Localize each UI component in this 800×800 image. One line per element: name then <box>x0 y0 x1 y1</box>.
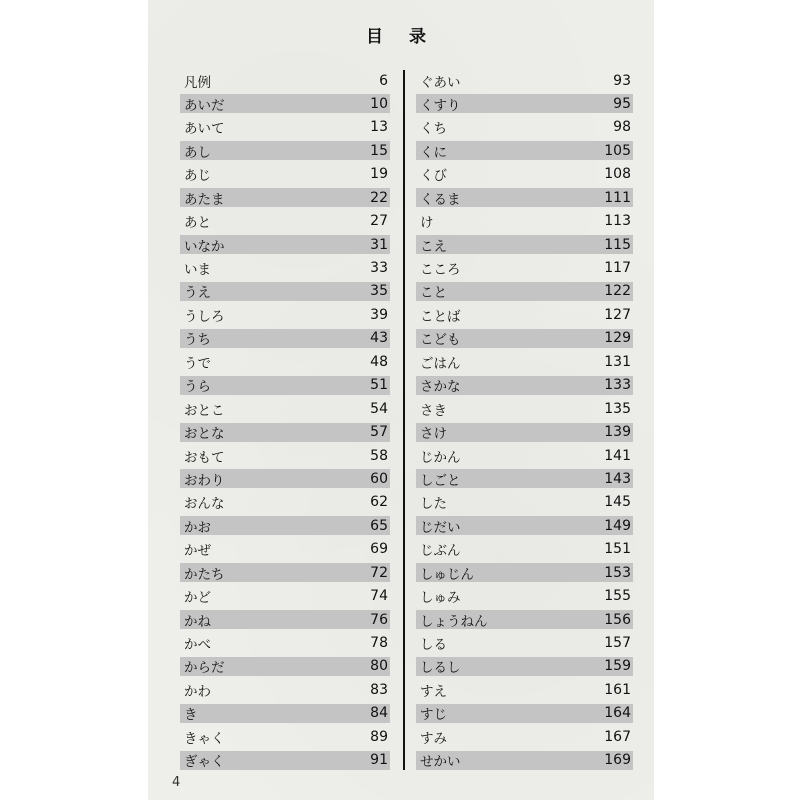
toc-entry-word: おもて <box>184 449 225 466</box>
toc-entry-word: きゃく <box>184 730 225 747</box>
toc-entry-word: すみ <box>420 730 447 747</box>
toc-entry <box>416 540 633 559</box>
toc-entry <box>180 704 390 723</box>
toc-entry-page: 43 <box>370 330 388 347</box>
toc-entry <box>180 610 390 629</box>
toc-entry <box>416 141 633 160</box>
toc-entry-word: こころ <box>420 262 461 278</box>
toc-entry <box>180 282 390 301</box>
toc-entry <box>416 751 633 770</box>
toc-entry-word: おんな <box>184 496 225 513</box>
toc-entry <box>180 563 390 582</box>
toc-entry <box>180 71 390 90</box>
toc-entry-word: こえ <box>420 238 447 255</box>
toc-entry <box>180 469 390 488</box>
toc-entry-word: かお <box>184 519 211 536</box>
toc-entry-page: 129 <box>604 330 631 347</box>
toc-entry-page: 108 <box>604 166 631 183</box>
toc-entry <box>416 376 633 395</box>
toc-entry <box>180 516 390 535</box>
toc-entry-page: 80 <box>370 658 388 675</box>
toc-entry-page: 83 <box>370 681 388 698</box>
toc-entry-page: 31 <box>370 236 388 253</box>
toc-entry <box>180 751 390 770</box>
toc-entry-word: しょうねん <box>420 613 488 630</box>
toc-entry-word: かべ <box>184 637 211 653</box>
toc-entry-word: ことば <box>420 308 461 325</box>
toc-entry <box>416 305 633 324</box>
toc-entry-page: 72 <box>370 564 388 581</box>
page-title: 目 录 <box>366 27 436 47</box>
toc-entry <box>180 235 390 254</box>
toc-entry <box>416 610 633 629</box>
toc-entry-word: おわり <box>184 472 225 489</box>
toc-entry-word: かわ <box>184 683 211 700</box>
toc-entry-word: くち <box>420 121 447 138</box>
toc-entry-word: しゅみ <box>420 590 461 607</box>
toc-entry <box>180 634 390 653</box>
toc-entry <box>180 657 390 676</box>
toc-entry-word: じだい <box>420 519 461 536</box>
toc-entry-word: うら <box>184 379 211 396</box>
toc-entry-word: あじ <box>184 168 211 185</box>
toc-entry-page: 143 <box>604 470 631 487</box>
document-page <box>148 0 654 800</box>
toc-entry <box>180 94 390 113</box>
toc-entry-word: かね <box>184 613 211 630</box>
toc-entry-page: 93 <box>613 72 631 89</box>
toc-entry-page: 122 <box>604 283 631 300</box>
toc-entry <box>416 469 633 488</box>
toc-entry-page: 89 <box>370 728 388 745</box>
toc-entry-word: さき <box>420 402 447 419</box>
toc-entry-page: 69 <box>370 541 388 558</box>
toc-entry-page: 153 <box>604 564 631 581</box>
toc-entry <box>416 446 633 465</box>
toc-entry-word: こども <box>420 332 461 349</box>
toc-entry-word: ぎゃく <box>184 754 225 771</box>
toc-entry <box>180 423 390 442</box>
toc-entry-page: 51 <box>370 377 388 394</box>
toc-entry <box>416 399 633 418</box>
toc-entry-word: じぶん <box>420 543 461 560</box>
toc-entry-page: 35 <box>370 283 388 300</box>
toc-entry-word: かたち <box>184 566 225 583</box>
toc-entry <box>180 329 390 348</box>
toc-entry <box>416 118 633 137</box>
toc-entry-word: あいて <box>184 121 225 138</box>
toc-entry <box>416 727 633 746</box>
toc-entry <box>180 118 390 137</box>
toc-entry <box>180 540 390 559</box>
toc-entry-page: 33 <box>370 260 388 276</box>
toc-entry-page: 127 <box>604 306 631 323</box>
toc-entry-word: しるし <box>420 660 461 677</box>
toc-entry <box>416 587 633 606</box>
toc-entry-page: 10 <box>370 95 388 112</box>
toc-entry-page: 27 <box>370 213 388 230</box>
toc-entry-page: 161 <box>604 681 631 698</box>
toc-entry <box>416 563 633 582</box>
toc-entry-page: 19 <box>370 166 388 183</box>
toc-entry-page: 105 <box>604 142 631 159</box>
toc-entry-word: いなか <box>184 238 225 255</box>
toc-entry-page: 151 <box>604 541 631 558</box>
toc-entry <box>416 634 633 653</box>
toc-entry <box>416 516 633 535</box>
toc-entry-word: いま <box>184 262 211 278</box>
toc-entry-word: あし <box>184 144 211 161</box>
toc-entry-page: 58 <box>370 447 388 464</box>
toc-entry <box>416 235 633 254</box>
column-divider <box>403 70 405 770</box>
toc-entry-word: しゅじん <box>420 566 474 583</box>
toc-entry <box>180 376 390 395</box>
toc-entry-page: 115 <box>604 236 631 253</box>
toc-entry-page: 98 <box>613 119 631 136</box>
toc-entry-word: き <box>184 707 198 724</box>
toc-entry <box>180 305 390 324</box>
toc-entry-page: 156 <box>604 611 631 628</box>
toc-entry-word: しごと <box>420 472 461 489</box>
toc-entry-page: 159 <box>604 658 631 675</box>
toc-entry-word: かど <box>184 590 211 607</box>
toc-entry-word: うしろ <box>184 308 225 325</box>
toc-entry-word: あたま <box>184 191 225 208</box>
toc-entry-page: 60 <box>370 470 388 487</box>
toc-entry-word: かぜ <box>184 543 211 560</box>
toc-entry-word: うえ <box>184 285 211 302</box>
toc-entry <box>180 259 390 278</box>
toc-entry <box>180 141 390 160</box>
toc-entry <box>416 282 633 301</box>
toc-entry-page: 6 <box>379 72 388 89</box>
toc-entry-word: あいだ <box>184 97 225 114</box>
toc-entry-page: 15 <box>370 142 388 159</box>
toc-entry-word: くに <box>420 144 447 161</box>
toc-entry-word: くび <box>420 168 447 185</box>
toc-entry <box>416 657 633 676</box>
toc-right-column <box>416 71 633 774</box>
toc-entry <box>416 493 633 512</box>
toc-entry-page: 157 <box>604 635 631 651</box>
page-number: 4 <box>172 775 181 790</box>
toc-entry-page: 111 <box>604 189 631 206</box>
toc-entry-page: 74 <box>370 588 388 605</box>
toc-entry-word: ぐあい <box>420 74 461 91</box>
toc-entry-page: 135 <box>604 400 631 417</box>
toc-entry-page: 167 <box>604 728 631 745</box>
toc-left-column <box>180 71 390 774</box>
toc-entry-word: くすり <box>420 97 461 114</box>
toc-entry-word: 凡例 <box>184 74 211 91</box>
toc-entry <box>180 587 390 606</box>
toc-entry <box>180 727 390 746</box>
toc-entry-page: 91 <box>370 752 388 769</box>
toc-entry-word: じかん <box>420 449 461 466</box>
toc-entry <box>416 352 633 371</box>
toc-entry-word: すえ <box>420 683 447 700</box>
toc-entry <box>180 399 390 418</box>
toc-entry <box>180 680 390 699</box>
toc-entry-word: おとな <box>184 426 225 443</box>
toc-entry-page: 78 <box>370 635 388 651</box>
toc-entry-page: 54 <box>370 400 388 417</box>
toc-entry-page: 13 <box>370 119 388 136</box>
toc-entry-word: さかな <box>420 379 461 396</box>
toc-entry <box>180 165 390 184</box>
toc-entry-page: 169 <box>604 752 631 769</box>
toc-entry-page: 113 <box>604 213 631 230</box>
toc-entry <box>416 423 633 442</box>
toc-entry-page: 76 <box>370 611 388 628</box>
toc-entry-word: しる <box>420 637 447 653</box>
toc-entry <box>416 94 633 113</box>
toc-entry-page: 141 <box>604 447 631 464</box>
toc-entry-word: こと <box>420 285 447 302</box>
toc-entry-page: 131 <box>604 353 631 370</box>
toc-entry-word: け <box>420 215 434 232</box>
toc-entry <box>416 704 633 723</box>
toc-entry-word: ごはん <box>420 355 461 372</box>
toc-entry-page: 133 <box>604 377 631 394</box>
toc-entry-page: 149 <box>604 517 631 534</box>
toc-entry-word: すじ <box>420 707 447 724</box>
toc-entry <box>416 680 633 699</box>
toc-entry-page: 84 <box>370 705 388 722</box>
toc-entry-page: 22 <box>370 189 388 206</box>
toc-entry <box>416 212 633 231</box>
toc-entry-page: 164 <box>604 705 631 722</box>
toc-entry-word: うち <box>184 332 211 349</box>
toc-entry-word: あと <box>184 215 211 232</box>
toc-entry-page: 95 <box>613 95 631 112</box>
toc-entry-word: からだ <box>184 660 225 677</box>
toc-entry-word: うで <box>184 355 211 372</box>
toc-entry-word: した <box>420 496 447 513</box>
toc-entry <box>180 446 390 465</box>
toc-entry-page: 117 <box>604 260 631 276</box>
toc-entry <box>180 493 390 512</box>
toc-entry-page: 48 <box>370 353 388 370</box>
toc-entry-word: せかい <box>420 754 461 771</box>
toc-entry-page: 145 <box>604 494 631 511</box>
toc-entry-page: 39 <box>370 306 388 323</box>
toc-entry <box>180 212 390 231</box>
toc-entry-page: 139 <box>604 424 631 441</box>
toc-entry-page: 62 <box>370 494 388 511</box>
toc-entry <box>416 71 633 90</box>
toc-entry-word: さけ <box>420 426 447 443</box>
toc-entry <box>416 329 633 348</box>
toc-entry <box>416 165 633 184</box>
toc-entry-word: くるま <box>420 191 461 208</box>
toc-entry <box>416 259 633 278</box>
toc-entry-page: 65 <box>370 517 388 534</box>
toc-entry <box>180 352 390 371</box>
toc-entry-word: おとこ <box>184 402 225 419</box>
toc-entry <box>180 188 390 207</box>
toc-entry-page: 57 <box>370 424 388 441</box>
toc-entry-page: 155 <box>604 588 631 605</box>
toc-entry <box>416 188 633 207</box>
